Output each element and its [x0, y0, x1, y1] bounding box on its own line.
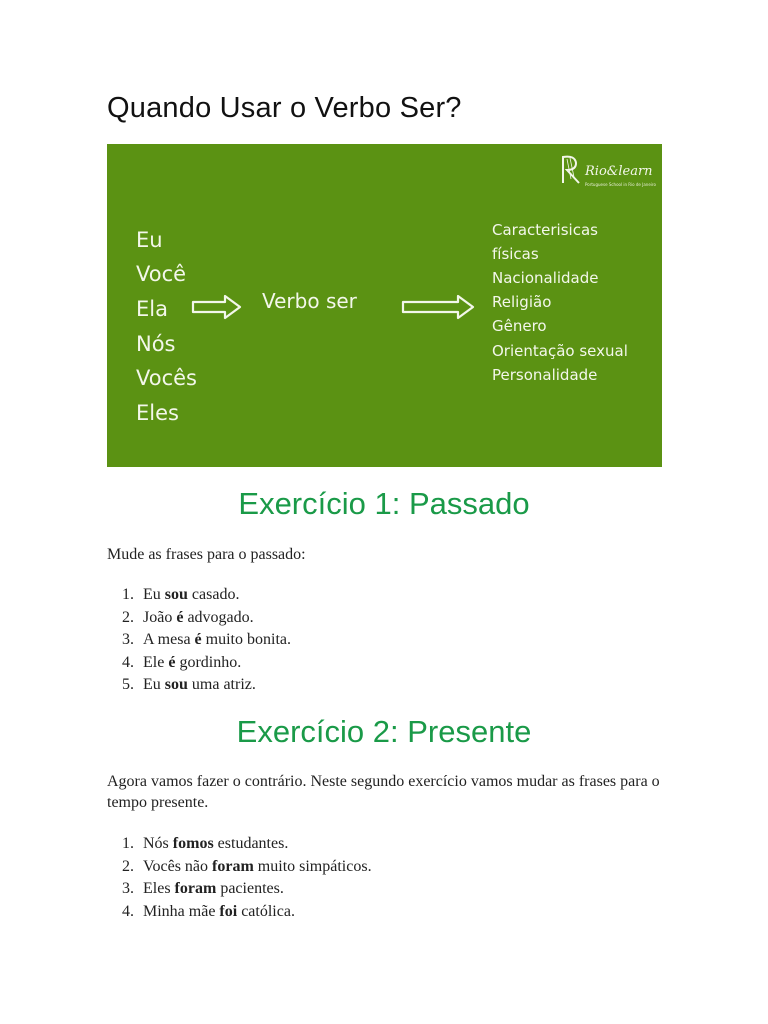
pronoun-nos: Nós — [136, 332, 176, 356]
item-number: 1. — [122, 835, 134, 852]
pronoun-voce: Você — [136, 262, 187, 286]
list-item — [107, 674, 291, 697]
arrow-right-icon — [191, 294, 243, 320]
pronoun-eu: Eu — [136, 228, 163, 252]
item-verb: é — [194, 631, 202, 648]
item-text: Nós — [143, 835, 173, 852]
exercise2-title: Exercício 2: Presente — [236, 714, 532, 749]
item-text: muito bonita. — [201, 631, 291, 648]
list-item — [107, 878, 372, 901]
item-text: João — [143, 608, 177, 626]
feature-genero: Gênero — [492, 317, 547, 335]
feature-personalidade: Personalidade — [492, 366, 598, 384]
item-number: 1. — [122, 586, 134, 603]
item-text: estudantes. — [213, 835, 289, 852]
exercise2-instruction: Agora vamos fazer o contrário. Neste segundo exercício vamos mudar as frases para o tempo presente. — [107, 773, 660, 811]
item-text: casado. — [187, 586, 240, 603]
item-text: advogado. — [183, 608, 254, 626]
item-verb: é — [176, 608, 184, 626]
item-text: muito simpáticos. — [253, 857, 372, 875]
item-number: 3. — [122, 631, 134, 648]
pronoun-eles: Eles — [136, 401, 179, 425]
pronoun-ela: Ela — [136, 297, 168, 321]
page-title: Quando Usar o Verbo Ser? — [107, 92, 462, 124]
item-text: católica. — [237, 902, 295, 920]
item-text: uma atriz. — [187, 676, 256, 693]
exercise1-title: Exercício 1: Passado — [238, 486, 530, 521]
logo-mark-icon — [559, 153, 585, 187]
feature-fisicas: físicas — [492, 245, 539, 263]
list-item — [107, 833, 372, 856]
item-verb: foram — [174, 880, 217, 897]
item-number: 2. — [122, 857, 134, 875]
verbo-ser-label: Verbo ser — [262, 289, 357, 313]
item-text: Vocês não — [143, 857, 213, 875]
item-verb: foram — [212, 857, 254, 875]
item-number: 4. — [122, 902, 134, 920]
exercise1-list — [107, 584, 291, 697]
item-text: Eles — [143, 880, 175, 897]
list-item — [107, 629, 291, 652]
item-verb: foi — [219, 902, 238, 920]
item-verb: sou — [164, 586, 188, 603]
item-text: gordinho. — [175, 653, 242, 671]
item-number: 4. — [122, 653, 134, 671]
list-item — [107, 652, 291, 675]
list-item — [107, 584, 291, 607]
item-number: 3. — [122, 880, 134, 897]
list-item — [107, 856, 372, 879]
verbo-ser-banner — [107, 144, 662, 467]
item-verb: sou — [164, 676, 188, 693]
item-number: 5. — [122, 676, 134, 693]
item-text: Minha mãe — [143, 902, 220, 920]
item-text: Eu — [143, 586, 165, 603]
feature-religiao: Religião — [492, 293, 552, 311]
feature-nacionalidade: Nacionalidade — [492, 269, 599, 287]
item-text: A mesa — [143, 631, 195, 648]
logo-subtitle: Portuguese School in Rio de Janeiro — [585, 182, 656, 187]
feature-orientacao-sexual: Orientação sexual — [492, 342, 628, 360]
item-number: 2. — [122, 608, 134, 626]
feature-caracteristicas: Caracterisicas — [492, 221, 598, 239]
arrow-right-long-icon — [401, 294, 477, 320]
item-text: Eu — [143, 676, 165, 693]
item-text: pacientes. — [216, 880, 284, 897]
rio-learn-logo — [559, 151, 661, 191]
logo-text: Rio&learn — [585, 164, 653, 179]
item-verb: é — [168, 653, 176, 671]
list-item — [107, 901, 372, 924]
item-text: Ele — [143, 653, 169, 671]
pronoun-voces: Vocês — [136, 366, 197, 390]
list-item — [107, 607, 291, 630]
item-verb: fomos — [172, 835, 214, 852]
exercise1-instruction: Mude as frases para o passado: — [107, 546, 306, 563]
exercise2-list — [107, 833, 372, 923]
